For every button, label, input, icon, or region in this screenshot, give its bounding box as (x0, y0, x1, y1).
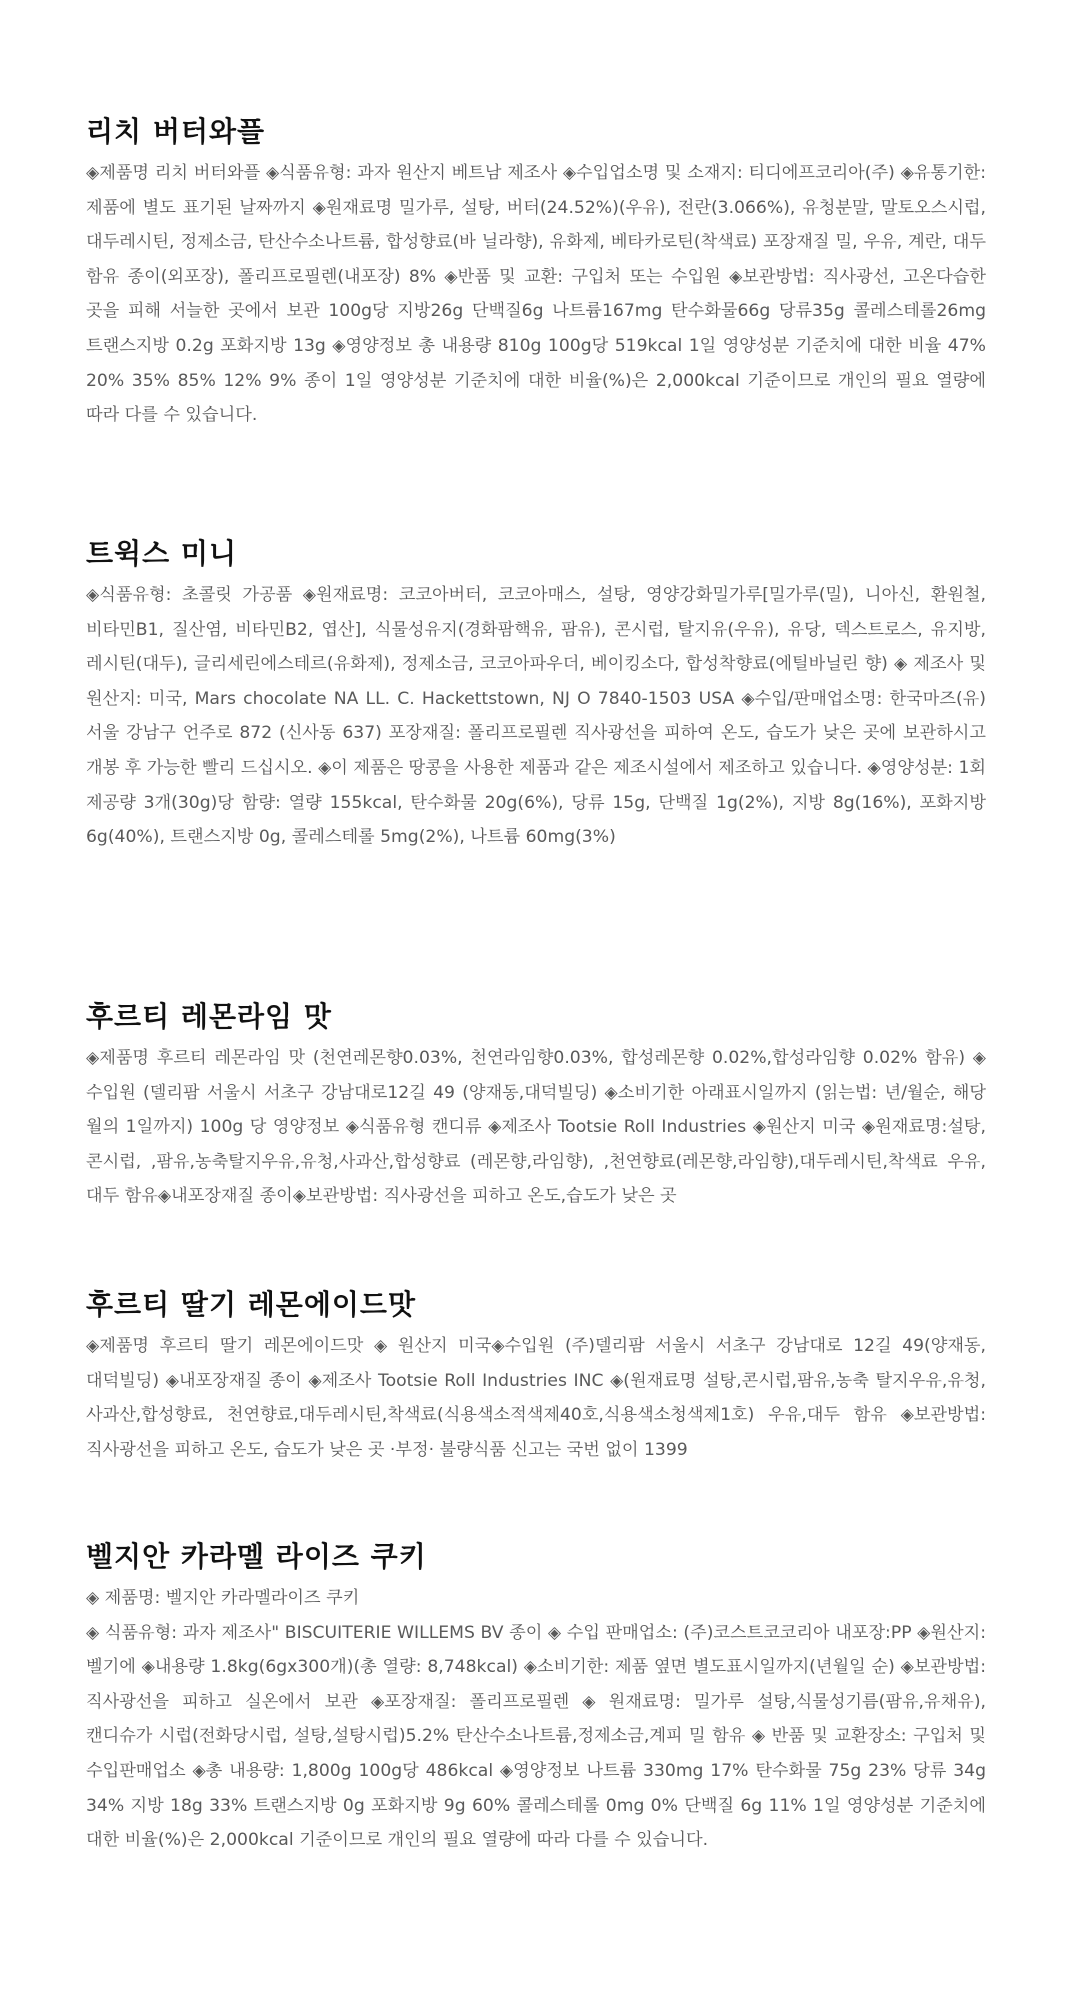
product-title: 트윅스 미니 (86, 537, 237, 570)
product-title: 리치 버터와플 (86, 115, 266, 148)
product-description: ◈제품명 후르티 딸기 레몬에이드맛 ◈ 원산지 미국◈수입원 (주)델리팜 서울시 서초구 강남대로 12길 49(양재동,대덕빌딩) ◈내포장재질 종이 ◈제조사 Tootsie Roll Industries INC ◈(원재료명 설탕,콘시럽,팜유,농축 탈지우유,유청,사과산,합성향료, 천연향료,대두레시틴,착색료(식용색소적색제40호,식용색소청색제1호) 우유,대두 함유 ◈보관방법: 직사광선을 피하고 온도, 습도가 낮은 곳 ·부정· 불량식품 신고는 국번 없이 1399 (86, 1336, 986, 1460)
product-section-fruittie-lemon-lime (86, 997, 986, 1214)
product-section-rich-butter-waffle (86, 112, 986, 433)
product-description-body: ◈ 식품유형: 과자 제조사" BISCUITERIE WILLEMS BV 종이 ◈ 수입 판매업소: (주)코스트코코리아 내포장:PP ◈원산지:벨기에 ◈내용량 1.8kg(6gx300개)(총 열량: 8,748kcal) ◈소비기한: 제품 옆면 별도표시일까지(년월일 순) ◈보관방법: 직사광선을 피하고 실온에서 보관 ◈포장재질: 폴리프로필렌 ◈ 원재료명: 밀가루 설탕,식물성기름(팜유,유채유), 캔디슈가 시럽(전화당시럽, 설탕,설탕시럽)5.2% 탄산수소나트륨,정제소금,계피 밀 함유 ◈ 반품 및 교환장소: 구입처 및 수입판매업소 ◈총 내용량: 1,800g 100g당 486kcal ◈영양정보 나트륨 330mg 17% 탄수화물 75g 23% 당류 34g 34% 지방 18g 33% 트랜스지방 0g 포화지방 9g 60% 콜레스테롤 0mg 0% 단백질 6g 11% 1일 영양성분 기준치에 대한 비율(%)은 2,000kcal 기준이므로 개인의 필요 열량에 따라 다를 수 있습니다. (86, 1622, 986, 1851)
product-section-fruittie-strawberry-lemonade (86, 1285, 986, 1467)
product-name-line: ◈ 제품명: 벨지안 카라멜라이즈 쿠키 (86, 1588, 360, 1608)
product-description: ◈제품명 리치 버터와플 ◈식품유형: 과자 원산지 베트남 제조사 ◈수입업소명 및 소재지: 티디에프코리아(주) ◈유통기한: 제품에 별도 표기된 날짜까지 ◈원재료명 밀가루, 설탕, 버터(24.52%)(우유), 전란(3.066%), 유청분말, 말토오스시럽, 대두레시틴, 정제소금, 탄산수소나트륨, 합성향료(바 닐라향), 유화제, 베타카로틴(착색료) 포장재질 밀, 우유, 계란, 대두 함유 종이(외포장), 폴리프로필렌(내포장) 8% ◈반품 및 교환: 구입처 또는 수입원 ◈보관방법: 직사광선, 고온다습한 곳을 피해 서늘한 곳에서 보관 100g당 지방26g 단백질6g 나트륨167mg 탄수화물66g 당류35g 콜레스테롤26mg 트랜스지방 0.2g 포화지방 13g ◈영양정보 총 내용량 810g 100g당 519kcal 1일 영양성분 기준치에 대한 비율 47% 20% 35% 85% 12% 9% 종이 1일 영양성분 기준치에 대한 비율(%)은 2,000kcal 기준이므로 개인의 필요 열량에 따라 다를 수 있습니다. (86, 163, 986, 426)
product-section-twix-mini (86, 534, 986, 855)
product-title: 후르티 레몬라임 맛 (86, 1000, 332, 1033)
product-description: ◈식품유형: 초콜릿 가공품 ◈원재료명: 코코아버터, 코코아매스, 설탕, 영양강화밀가루[밀가루(밀), 니아신, 환원철, 비타민B1, 질산염, 비타민B2, 엽산], 식물성유지(경화팜핵유, 팜유), 콘시럽, 탈지유(우유), 유당, 덱스트로스, 유지방, 레시틴(대두), 글리세린에스테르(유화제), 정제소금, 코코아파우더, 베이킹소다, 합성착향료(에틸바닐린 향) ◈ 제조사 및 원산지: 미국, Mars chocolate NA LL. C. Hackettstown, NJ O 7840-1503 USA ◈수입/판매업소명: 한국마즈(유) 서울 강남구 언주로 872 (신사동 637) 포장재질: 폴리프로필렌 직사광선을 피하여 온도, 습도가 낮은 곳에 보관하시고 개봉 후 가능한 빨리 드십시오. ◈이 제품은 땅콩을 사용한 제품과 같은 제조시설에서 제조하고 있습니다. ◈영양성분: 1회 제공량 3개(30g)당 함량: 열량 155kcal, 탄수화물 20g(6%), 당류 15g, 단백질 1g(2%), 지방 8g(16%), 포화지방 6g(40%), 트랜스지방 0g, 콜레스테롤 5mg(2%), 나트륨 60mg(3%) (86, 585, 986, 848)
product-title: 벨지안 카라멜 라이즈 쿠키 (86, 1540, 427, 1573)
product-description: ◈제품명 후르티 레몬라임 맛 (천연레몬향0.03%, 천연라임향0.03%, 합성레몬향 0.02%,합성라임향 0.02% 함유) ◈수입원 (델리팜 서울시 서초구 강남대로12길 49 (양재동,대덕빌딩) ◈소비기한 아래표시일까지 (읽는법: 년/월순, 해당 월의 1일까지) 100g 당 영양정보 ◈식품유형 캔디류 ◈제조사 Tootsie Roll Industries ◈원산지 미국 ◈원재료명:설탕,콘시럽, ,팜유,농축탈지우유,유청,사과산,합성향료 (레몬향,라임향), ,천연향료(레몬향,라임향),대두레시틴,착색료 우유,대두 함유◈내포장재질 종이◈보관방법: 직사광선을 피하고 온도,습도가 낮은 곳 (86, 1048, 986, 1207)
product-description (86, 1581, 986, 1858)
product-title: 후르티 딸기 레몬에이드맛 (86, 1288, 417, 1321)
product-section-belgian-caramelized-cookie (86, 1537, 986, 1858)
